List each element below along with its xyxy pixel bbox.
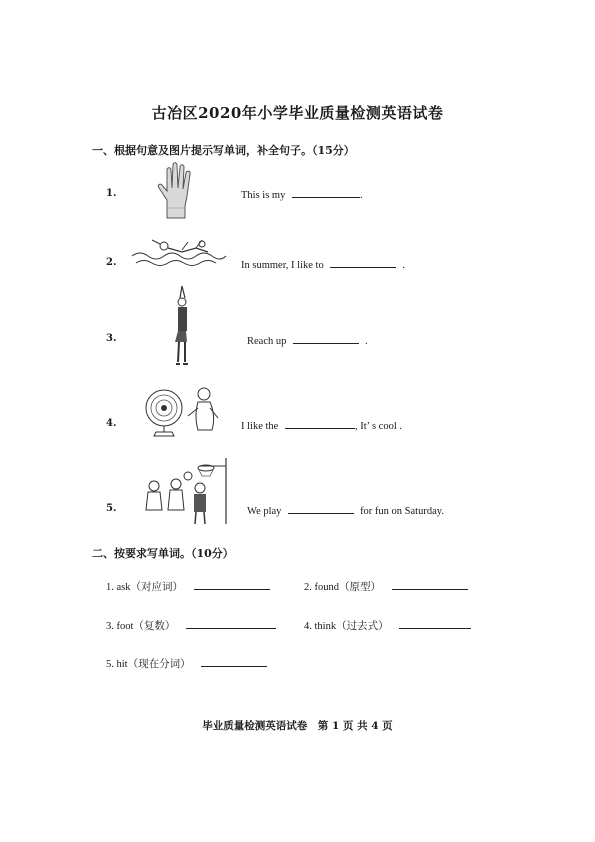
- word-item-5-blank[interactable]: [201, 656, 267, 667]
- word-item-2-blank[interactable]: [392, 579, 468, 590]
- q3-number: 3.: [106, 333, 117, 344]
- word-item-3-blank[interactable]: [186, 618, 276, 629]
- q1-text-after: .: [359, 190, 363, 201]
- word-item-4-blank[interactable]: [399, 618, 471, 629]
- q3-sentence: [247, 333, 368, 347]
- q4-number: 4.: [106, 418, 117, 429]
- q2-answer-blank[interactable]: [330, 257, 396, 268]
- word-item-1: [106, 579, 270, 594]
- q2-text-before: In summer, I like to: [241, 260, 324, 271]
- basketball-icon: [140, 456, 232, 526]
- q3-text-before: Reach up: [247, 336, 287, 347]
- q4-sentence: [241, 418, 402, 432]
- word-item-4: [304, 618, 471, 633]
- q5-answer-blank[interactable]: [288, 503, 354, 514]
- word-item-1-label: 1. ask（对应词）: [106, 582, 183, 593]
- swimming-icon: [130, 236, 226, 270]
- word-item-5-label: 5. hit（现在分词）: [106, 659, 191, 670]
- q1-sentence: [241, 187, 363, 201]
- reach-up-icon: [170, 284, 194, 370]
- q1-text-before: This is my: [241, 190, 286, 201]
- q2-sentence: [241, 257, 405, 271]
- page-footer: 毕业质量检测英语试卷 第 1 页 共 4 页: [202, 720, 393, 732]
- word-item-4-label: 4. think（过去式）: [304, 621, 389, 632]
- word-item-1-blank[interactable]: [194, 579, 270, 590]
- section1-heading: 一、根据句意及图片提示写单词，补全句子。（15分）: [92, 144, 355, 157]
- q3-text-after: .: [365, 336, 368, 347]
- q2-number: 2.: [106, 257, 117, 268]
- q5-sentence: [247, 503, 444, 517]
- q5-text-after: for fun on Saturday.: [360, 506, 444, 517]
- q2-text-after: .: [402, 260, 405, 271]
- page-title: 古冶区2020年小学毕业质量检测英语试卷: [151, 104, 444, 122]
- word-item-2: [304, 579, 468, 594]
- word-item-5: [106, 656, 267, 671]
- q5-number: 5.: [106, 503, 117, 514]
- word-item-3: [106, 618, 276, 633]
- section2-heading: 二、按要求写单词。（10分）: [92, 547, 234, 560]
- word-item-2-label: 2. found（原型）: [304, 582, 381, 593]
- q4-text-after: , It’ s cool .: [354, 421, 402, 432]
- q1-answer-blank[interactable]: [292, 187, 360, 198]
- q3-answer-blank[interactable]: [293, 333, 359, 344]
- fan-icon: [142, 382, 222, 442]
- q1-number: 1.: [106, 188, 117, 199]
- q4-text-before: I like the: [241, 421, 279, 432]
- q5-text-before: We play: [247, 506, 282, 517]
- q4-answer-blank[interactable]: [285, 418, 355, 429]
- hand-icon: [155, 162, 197, 220]
- word-item-3-label: 3. foot（复数）: [106, 621, 176, 632]
